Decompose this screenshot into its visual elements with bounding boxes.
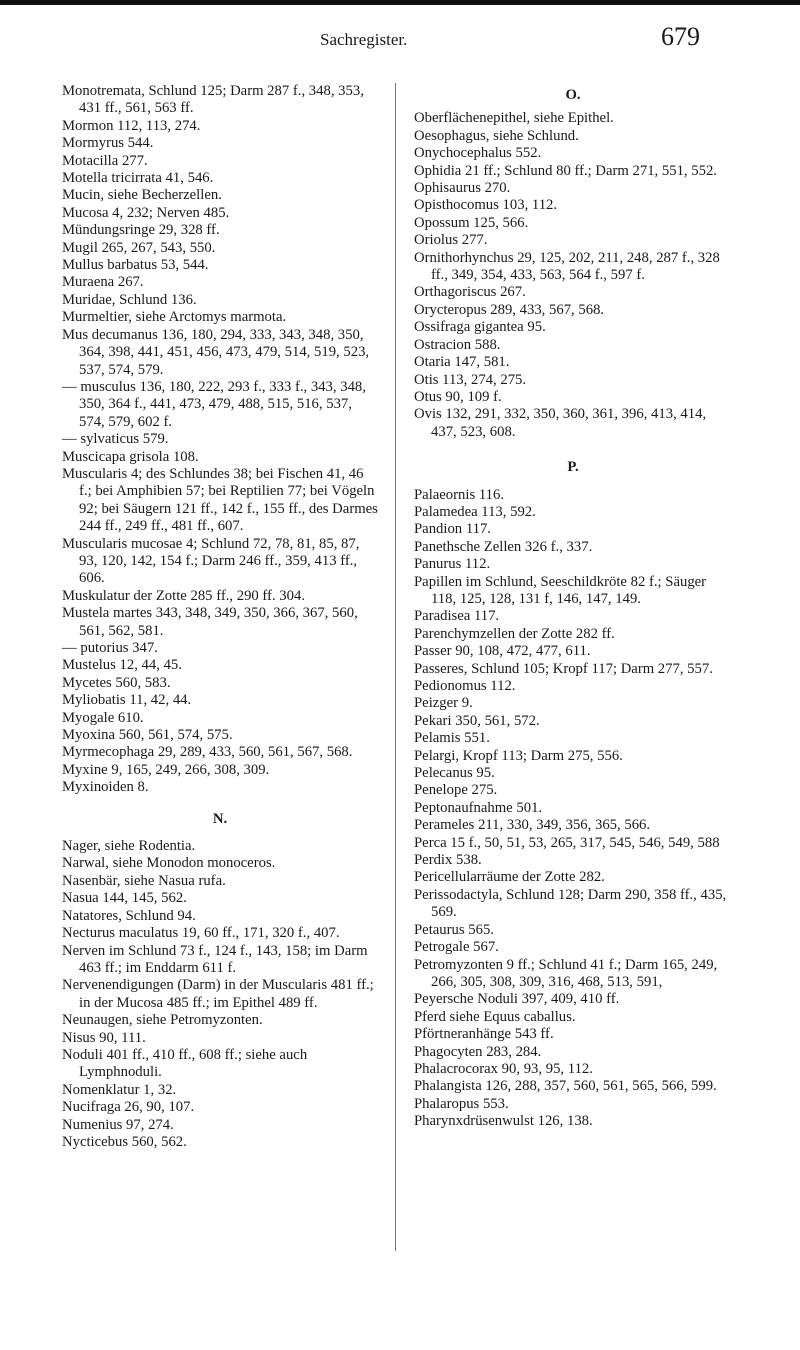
index-entry: Oesophagus, siehe Schlund.	[414, 127, 579, 144]
index-entry: Orthagoriscus 267.	[414, 284, 526, 301]
n-entry-list	[62, 838, 378, 1151]
index-entry: Neunaugen, siehe Petromyzonten.	[62, 1012, 263, 1029]
index-entry: Mormon 112, 113, 274.	[62, 117, 201, 134]
index-entry: Penelope 275.	[414, 782, 498, 799]
index-entry: Pedionomus 112.	[414, 678, 516, 694]
index-entry: Muraena 267.	[62, 274, 144, 291]
index-entry: — putorius 347.	[62, 640, 158, 656]
index-entry: Nervenendigungen (Darm) in der Muscularis 481 ff.; in der Mucosa 485 ff.; im Epithel 489 ff.	[62, 977, 374, 1011]
index-entry: Petaurus 565.	[414, 921, 494, 938]
index-entry: Necturus maculatus 19, 60 ff., 171, 320 f., 407.	[62, 925, 340, 942]
index-entry: Ovis 132, 291, 332, 350, 360, 361, 396, 413, 414, 437, 523, 608.	[414, 406, 707, 440]
index-entry: Mündungsringe 29, 328 ff.	[62, 222, 220, 239]
index-entry: Mucin, siehe Becherzellen.	[62, 187, 222, 204]
index-entry: Nager, siehe Rodentia.	[62, 838, 196, 855]
index-entry: Nomenklatur 1, 32.	[62, 1081, 177, 1098]
index-entry: Mycetes 560, 583.	[62, 674, 171, 691]
index-entry: Pelargi, Kropf 113; Darm 275, 556.	[414, 747, 623, 764]
index-entry: Phalacrocorax 90, 93, 95, 112.	[414, 1060, 593, 1077]
index-entry: Mucosa 4, 232; Nerven 485.	[62, 204, 230, 221]
page-header	[60, 22, 700, 62]
index-entry: Perdix 538.	[414, 852, 482, 869]
index-entry: Motella tricirrata 41, 546.	[62, 170, 214, 187]
index-entry: Nucifraga 26, 90, 107.	[62, 1099, 195, 1116]
index-entry: Pelecanus 95.	[414, 765, 495, 782]
right-column	[414, 83, 732, 1131]
p-entry-list	[414, 487, 732, 1131]
index-entry: — musculus 136, 180, 222, 293 f., 333 f., 343, 348, 350, 364 f., 441, 473, 479, 488, 515, 516, 537, 574, 579, 602 f.	[62, 378, 366, 430]
index-entry: Peizger 9.	[414, 695, 473, 712]
index-entry: Pandion 117.	[414, 521, 491, 538]
index-entry: Nasua 144, 145, 562.	[62, 890, 187, 907]
index-entry: Noduli 401 ff., 410 ff., 608 ff.; siehe auch Lymphnoduli.	[62, 1046, 308, 1081]
index-entry: Otaria 147, 581.	[414, 354, 510, 371]
index-entry: Otus 90, 109 f.	[414, 388, 502, 405]
index-entry: Ossifraga gigantea 95.	[414, 319, 546, 336]
index-entry: Nasenbär, siehe Nasua rufa.	[62, 872, 226, 889]
index-entry: Muscularis 4; des Schlundes 38; bei Fischen 41, 46 f.; bei Amphibien 57; bei Reptilien 77; bei Vögeln 92; bei Säugern 121 ff., 142 f., 155 ff., des Darmes 244 ff., 249 ff., 481 ff., 607.	[62, 465, 378, 535]
section-letter-p: P.	[567, 459, 579, 476]
index-entry: Petromyzonten 9 ff.; Schlund 41 f.; Darm 165, 249, 266, 305, 308, 309, 316, 468, 513, 591,	[414, 956, 718, 990]
index-entry: Phalangista 126, 288, 357, 560, 561, 565, 566, 599.	[414, 1078, 717, 1095]
index-entry: Oberflächenepithel, siehe Epithel.	[414, 110, 614, 127]
index-entry: Monotremata, Schlund 125; Darm 287 f., 348, 353, 431 ff., 561, 563 ff.	[62, 83, 364, 117]
index-entry: Phalaropus 553.	[414, 1095, 509, 1112]
index-entry: Otis 113, 274, 275.	[414, 371, 527, 388]
index-entry: Petrogale 567.	[414, 939, 499, 956]
index-entry: Perameles 211, 330, 349, 356, 365, 566.	[414, 817, 651, 834]
index-entry: Opisthocomus 103, 112.	[414, 197, 558, 214]
index-entry: Muridae, Schlund 136.	[62, 291, 197, 308]
left-column	[62, 83, 378, 1151]
index-entry: Phagocyten 283, 284.	[414, 1043, 542, 1060]
index-entry: Myoxina 560, 561, 574, 575.	[62, 727, 233, 744]
index-entry: Pförtneranhänge 543 ff.	[414, 1026, 554, 1043]
index-entry: Mormyrus 544.	[62, 135, 154, 152]
index-entry: Peyersche Noduli 397, 409, 410 ff.	[414, 991, 620, 1008]
index-entry: Mullus barbatus 53, 544.	[62, 257, 209, 274]
index-entry: Papillen im Schlund, Seeschildkröte 82 f.; Säuger 118, 125, 128, 131 f, 146, 147, 149.	[414, 573, 707, 607]
index-entry: Muscicapa grisola 108.	[62, 448, 199, 465]
section-letter-n: N.	[212, 810, 228, 827]
index-entry: Palaeornis 116.	[414, 486, 505, 503]
o-entry-list	[414, 110, 732, 441]
index-entry: Myogale 610.	[62, 709, 144, 726]
index-entry: Perissodactyla, Schlund 128; Darm 290, 358 ff., 435, 569.	[414, 886, 727, 921]
index-entry: Natatores, Schlund 94.	[62, 907, 196, 924]
index-entry: Mus decumanus 136, 180, 294, 333, 343, 348, 350, 364, 398, 441, 451, 456, 473, 479, 514, 519, 523, 537, 574, 579.	[62, 326, 370, 378]
index-entry: Narwal, siehe Monodon monoceros.	[62, 855, 276, 872]
section-letter-o: O.	[565, 87, 581, 103]
index-entry: Pelamis 551.	[414, 730, 490, 747]
index-entry: Onychocephalus 552.	[414, 145, 542, 162]
top-rule	[0, 0, 800, 5]
index-entry: Mugil 265, 267, 543, 550.	[62, 239, 216, 256]
index-entry: Parenchymzellen der Zotte 282 ff.	[414, 625, 615, 642]
index-entry: Muskulatur der Zotte 285 ff., 290 ff. 304.	[62, 587, 305, 604]
index-entry: Mustelus 12, 44, 45.	[62, 657, 182, 674]
index-entry: Passeres, Schlund 105; Kropf 117; Darm 277, 557.	[414, 660, 713, 677]
index-entry: Muscularis mucosae 4; Schlund 72, 78, 81, 85, 87, 93, 120, 142, 154 f.; Darm 246 ff., 359, 413 ff., 606.	[62, 535, 360, 587]
index-entry: Nerven im Schlund 73 f., 124 f., 143, 158; im Darm 463 ff.; im Enddarm 611 f.	[62, 942, 368, 976]
index-entry: Passer 90, 108, 472, 477, 611.	[414, 643, 591, 660]
index-entry: Murmeltier, siehe Arctomys marmota.	[62, 309, 287, 326]
index-entry: Panethsche Zellen 326 f., 337.	[414, 538, 593, 555]
index-entry: Pericellularräume der Zotte 282.	[414, 869, 605, 886]
index-entry: Paradisea 117.	[414, 608, 500, 625]
index-entry: Orycteropus 289, 433, 567, 568.	[414, 301, 605, 318]
index-entry: Pferd siehe Equus caballus.	[414, 1008, 576, 1025]
index-entry: Ornithorhynchus 29, 125, 202, 211, 248, 287 f., 328 ff., 349, 354, 433, 563, 564 f., 597 f.	[414, 249, 720, 284]
index-entry: Palamedea 113, 592.	[414, 503, 536, 520]
index-entry: Opossum 125, 566.	[414, 214, 529, 231]
index-entry: — sylvaticus 579.	[62, 431, 169, 448]
left-entry-list	[62, 83, 378, 797]
index-entry: Myxinoiden 8.	[62, 779, 149, 796]
index-entry: Pekari 350, 561, 572.	[414, 712, 540, 729]
index-entry: Nycticebus 560, 562.	[62, 1133, 187, 1150]
index-entry: Myrmecophaga 29, 289, 433, 560, 561, 567, 568.	[62, 744, 353, 761]
page-number: 679	[661, 22, 700, 51]
index-entry: Mustela martes 343, 348, 349, 350, 366, 367, 560, 561, 562, 581.	[62, 605, 358, 639]
index-entry: Ophidia 21 ff.; Schlund 80 ff.; Darm 271, 551, 552.	[414, 162, 717, 179]
column-divider	[395, 83, 396, 1251]
index-entry: Myliobatis 11, 42, 44.	[62, 692, 192, 709]
index-entry: Myxine 9, 165, 249, 266, 308, 309.	[62, 761, 270, 778]
index-entry: Nisus 90, 111.	[62, 1029, 146, 1046]
index-entry: Oriolus 277.	[414, 232, 488, 249]
index-entry: Pharynxdrüsenwulst 126, 138.	[414, 1113, 593, 1130]
index-entry: Perca 15 f., 50, 51, 53, 265, 317, 545, 546, 549, 588	[414, 834, 720, 851]
page-title: Sachregister.	[320, 30, 408, 49]
index-entry: Motacilla 277.	[62, 152, 148, 169]
index-entry: Numenius 97, 274.	[62, 1116, 174, 1133]
index-entry: Ophisaurus 270.	[414, 180, 511, 197]
index-entry: Panurus 112.	[414, 556, 491, 573]
index-entry: Ostracion 588.	[414, 336, 501, 353]
index-entry: Peptonaufnahme 501.	[414, 799, 543, 816]
